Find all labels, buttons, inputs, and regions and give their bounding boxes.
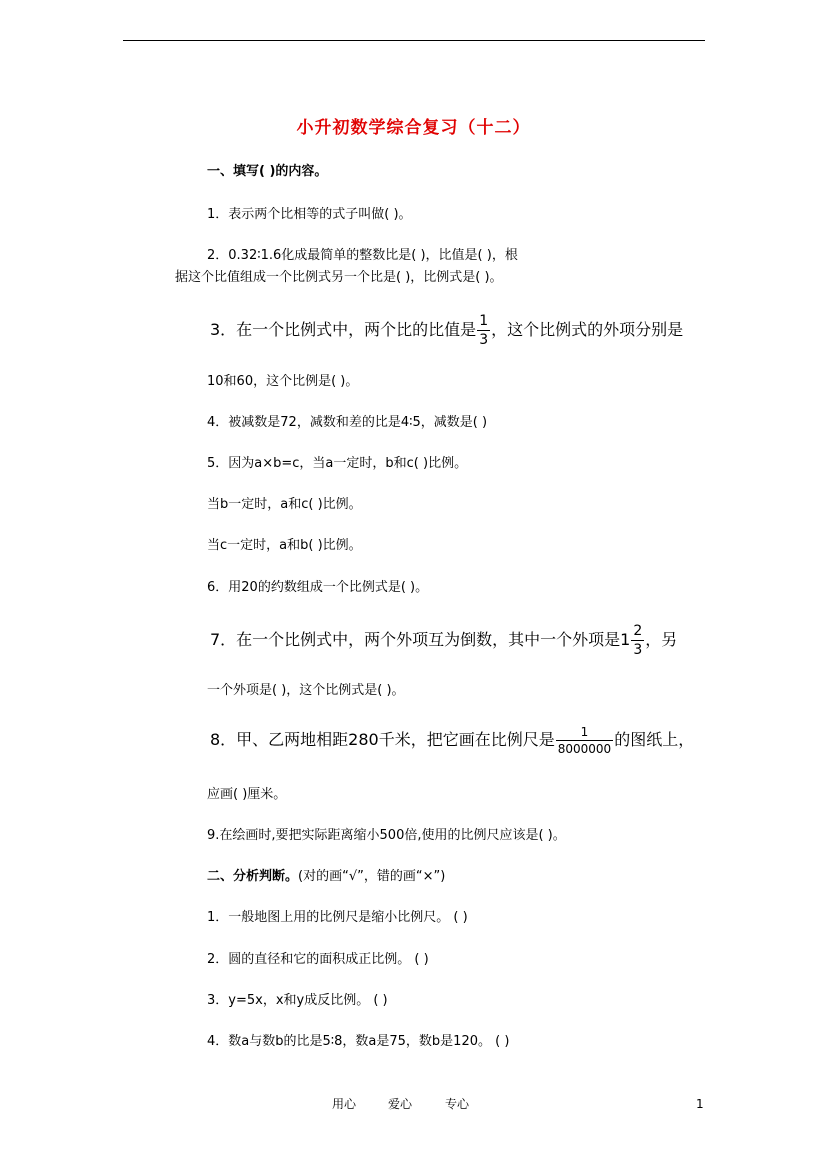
footer-text-2: 爱心 [388, 1097, 413, 1111]
page-number: 1 [696, 1097, 704, 1111]
question-8-line-2: 应画( )厘米。 [207, 787, 287, 802]
judgement-4: 4．数a与数b的比是5∶8，数a是75，数b是120。 ( ) [207, 1034, 510, 1049]
question-4: 4．被减数是72，减数和差的比是4∶5，减数是( ) [207, 415, 488, 430]
footer-text-3: 专心 [445, 1097, 470, 1111]
section-2-title: 二、分析判断。 [207, 869, 299, 884]
fraction-denominator: 3 [633, 642, 643, 658]
section-2-instruction: (对的画“√”，错的画“×”) [298, 869, 446, 884]
question-5-line-2: 当b一定时，a和c( )比例。 [207, 497, 362, 512]
question-3-text-end: ，这个比例式的外项分别是 [491, 320, 684, 339]
question-3-line-1 [210, 314, 683, 347]
fraction-numerator: 1 [479, 313, 489, 329]
judgement-2: 2．圆的直径和它的面积成正比例。 ( ) [207, 952, 429, 967]
question-3-line-2: 10和60，这个比例是( )。 [207, 374, 359, 389]
question-3-text: 3．在一个比例式中，两个比的比值是 [210, 320, 477, 339]
question-8-line-1 [210, 726, 694, 755]
footer-text-1: 用心 [332, 1097, 357, 1111]
question-5-line-3: 当c一定时，a和b( )比例。 [207, 538, 362, 553]
judgement-3: 3．y=5x，x和y成反比例。 ( ) [207, 993, 388, 1008]
fraction-two-thirds [631, 624, 644, 657]
judgement-1: 1．一般地图上用的比例尺是缩小比例尺。 ( ) [207, 910, 468, 925]
question-1: 1．表示两个比相等的式子叫做( )。 [207, 207, 412, 222]
question-2-line-2: 据这个比值组成一个比例式另一个比是( )，比例式是( )。 [175, 270, 503, 285]
question-8-text-end: 的图纸上， [614, 730, 695, 749]
section-2-heading [207, 869, 445, 885]
fraction-denominator: 3 [479, 332, 489, 348]
question-9: 9.在绘画时,要把实际距离缩小500倍,使用的比例尺应该是( )。 [207, 828, 566, 843]
question-7-text-end: ，另 [645, 630, 678, 649]
question-6: 6．用20的约数组成一个比例式是( )。 [207, 580, 429, 595]
header-rule [123, 40, 705, 41]
question-7-line-1 [210, 624, 677, 657]
fraction-denominator: 8000000 [557, 742, 612, 756]
question-7-text: 7．在一个比例式中，两个外项互为倒数，其中一个外项是1 [210, 630, 631, 649]
fraction-one-third [477, 314, 490, 347]
fraction-numerator: 2 [633, 623, 643, 639]
question-7-line-2: 一个外项是( )，这个比例式是( )。 [207, 683, 405, 698]
question-8-text: 8．甲、乙两地相距280千米，把它画在比例尺是 [210, 730, 555, 749]
question-2-line-1: 2．0.32∶1.6化成最简单的整数比是( )，比值是( )，根 [207, 248, 518, 263]
fraction-numerator: 1 [580, 725, 589, 739]
question-5-line-1: 5．因为a×b=c，当a一定时，b和c( )比例。 [207, 456, 468, 471]
fraction-scale [556, 726, 613, 755]
page-title: 小升初数学综合复习（十二） [296, 118, 531, 138]
section-1-heading: 一、填写( )的内容。 [207, 164, 328, 179]
